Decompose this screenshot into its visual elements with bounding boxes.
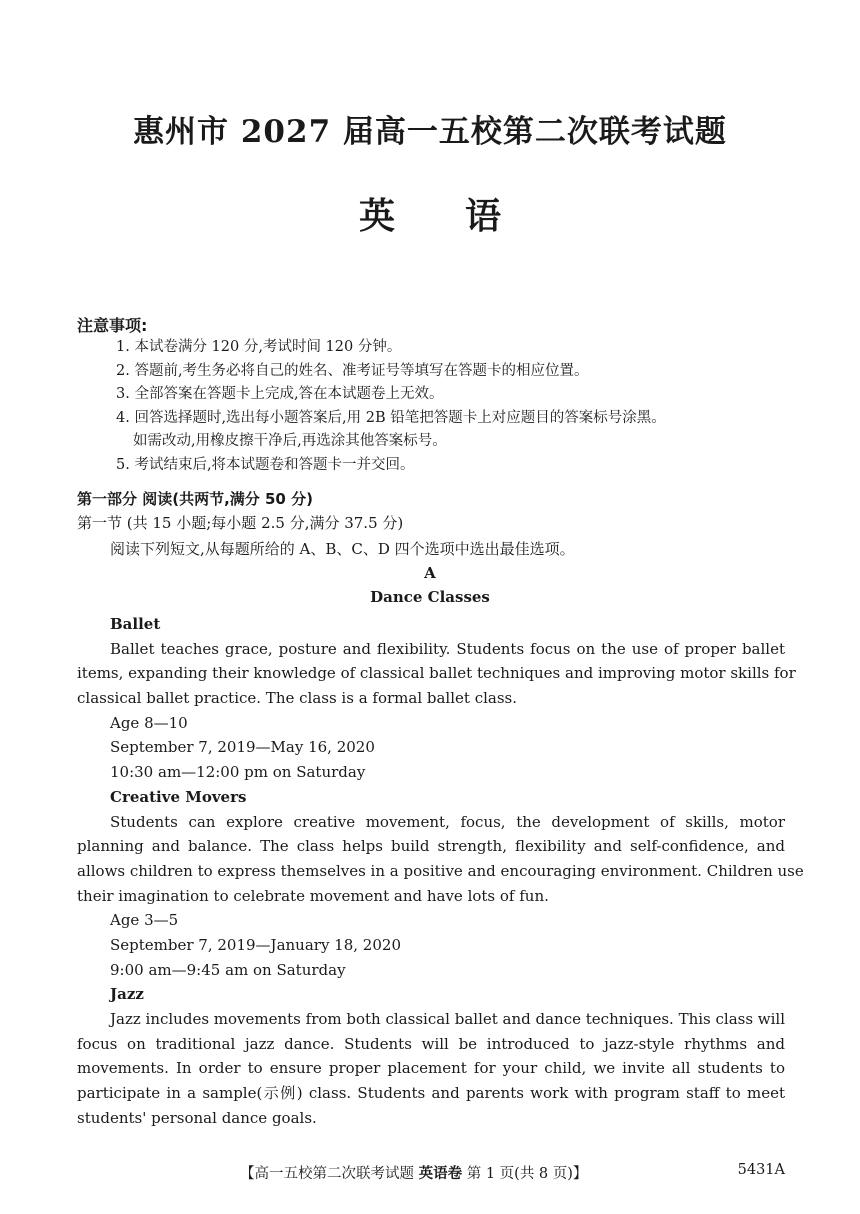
notice-item: 2. 答题前,考生务必将自己的姓名、准考证号等填写在答题卡的相应位置。 (116, 362, 589, 379)
passage-line: items, expanding their knowledge of classical ballet techniques and improving motor skills for (77, 664, 796, 683)
notice-list (116, 336, 816, 478)
passage-line: movements. In order to ensure proper placement for your child, we invite all students to (77, 1059, 785, 1078)
notice-item: 1. 本试卷满分 120 分,考试时间 120 分钟。 (116, 339, 402, 355)
passage-body (77, 612, 804, 1130)
passage-line: students' personal dance goals. (77, 1108, 317, 1127)
ballet-age: Age 8—10 (110, 713, 188, 732)
creative-heading: Creative Movers (110, 787, 247, 806)
ballet-dates: September 7, 2019—May 16, 2020 (110, 738, 375, 757)
passage-line: classical ballet practice. The class is a formal ballet class. (77, 689, 518, 708)
notice-item: 如需改动,用橡皮擦干净后,再选涂其他答案标号。 (133, 433, 447, 450)
footer-page-number: 第 1 页(共 8 页)】 (466, 1166, 588, 1182)
subject-title: 英语 (358, 195, 571, 237)
section-instruction: 阅读下列短文,从每题所给的 A、B、C、D 四个选项中选出最佳选项。 (110, 540, 575, 558)
ballet-heading: Ballet (110, 615, 161, 633)
creative-dates: September 7, 2019—January 18, 2020 (110, 935, 401, 954)
footer-paper-code: 5431A (737, 1162, 785, 1178)
passage-title: Dance Classes (370, 588, 490, 606)
exam-title: 惠州市 2027 届高一五校第二次联考试题 (133, 114, 727, 150)
passage-line: allows children to express themselves in a positive and encouraging environment. Children use (77, 861, 804, 880)
notice-item: 5. 考试结束后,将本试题卷和答题卡一并交回。 (116, 456, 415, 473)
passage-line: participate in a sample(示例) class. Students and parents work with program staff to meet (77, 1084, 785, 1103)
passage-line: Jazz includes movements from both classical ballet and dance techniques. This class will (110, 1010, 786, 1028)
creative-time: 9:00 am—9:45 am on Saturday (110, 960, 346, 979)
passage-letter: A (424, 564, 436, 582)
part-heading: 第一部分 阅读(共两节,满分 50 分) (77, 490, 313, 508)
passage-line: their imagination to celebrate movement and have lots of fun. (77, 886, 549, 905)
notice-item: 4. 回答选择题时,选出每小题答案后,用 2B 铅笔把答题卡上对应题目的答案标号涂黑。 (116, 409, 666, 426)
creative-age: Age 3—5 (110, 911, 179, 930)
page-footer (240, 1162, 785, 1183)
footer-subject: 英语卷 (418, 1166, 463, 1182)
passage-line: focus on traditional jazz dance. Students will be introduced to jazz-style rhythms and (77, 1034, 785, 1053)
passage-line: planning and balance. The class helps build strength, flexibility and self-confidence, and (77, 837, 785, 856)
passage-line: Ballet teaches grace, posture and flexibility. Students focus on the use of proper ballet (110, 639, 785, 658)
jazz-heading: Jazz (110, 985, 144, 1004)
notice-heading: 注意事项: (77, 316, 148, 335)
footer-exam-name: 【高一五校第二次联考试题 (240, 1166, 414, 1182)
notice-item: 3. 全部答案在答题卡上完成,答在本试题卷上无效。 (116, 386, 444, 403)
ballet-time: 10:30 am—12:00 pm on Saturday (110, 763, 366, 782)
section-heading: 第一节 (共 15 小题;每小题 2.5 分,满分 37.5 分) (77, 514, 404, 532)
passage-line: Students can explore creative movement, focus, the development of skills, motor (110, 812, 785, 831)
